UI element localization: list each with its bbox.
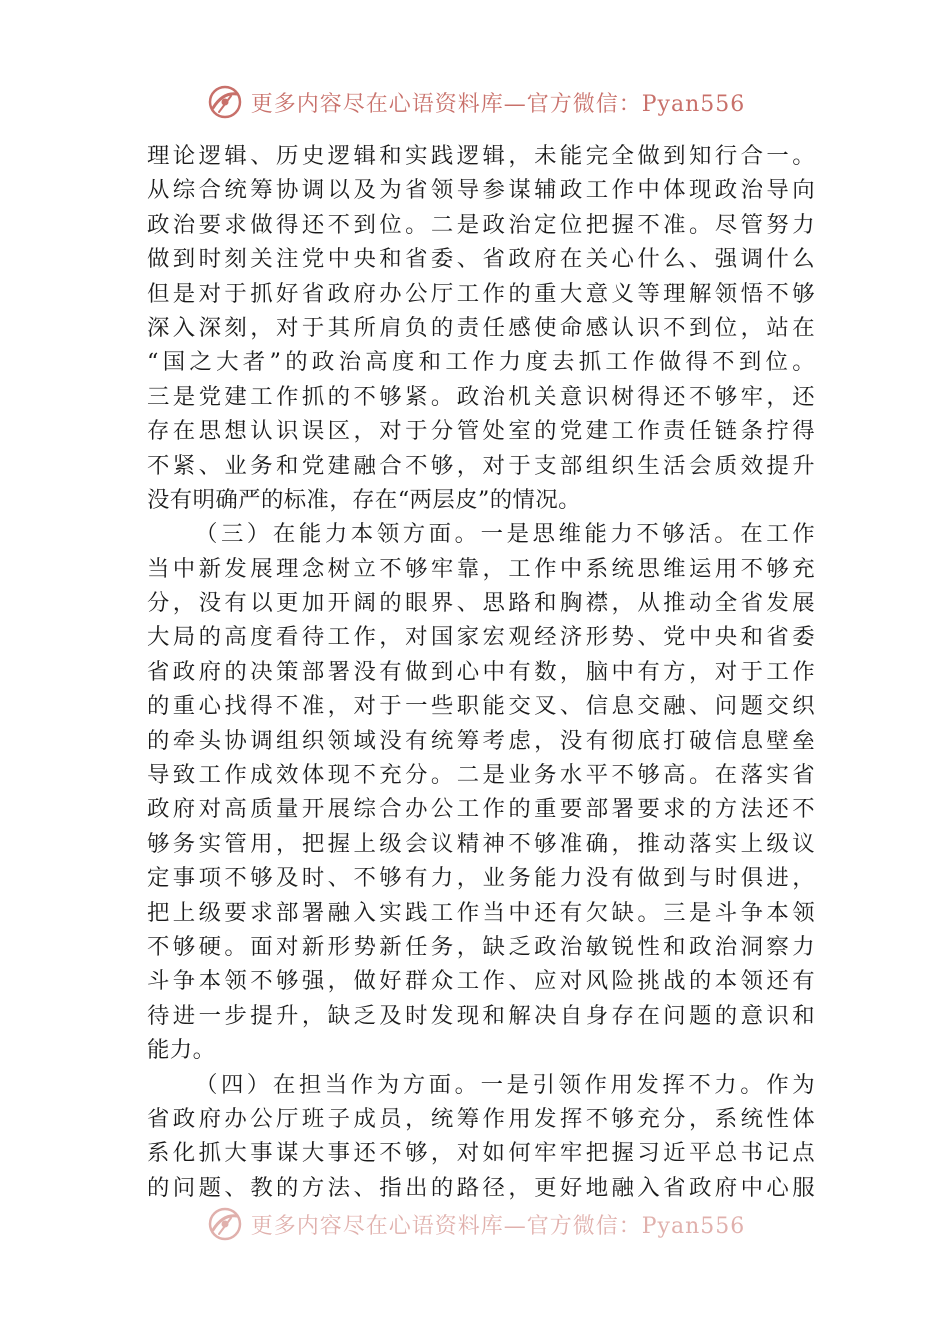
text-line: 省政府办公厅班子成员，统筹作用发挥不够充分，系统性体 bbox=[147, 1105, 815, 1132]
text-line: 政府对高质量开展综合办公工作的重要部署要求的方法还不 bbox=[147, 796, 815, 823]
text-line: 把上级要求部署融入实践工作当中还有欠缺。三是斗争本领 bbox=[147, 899, 815, 926]
text-line: 当中新发展理念树立不够牢靠，工作中系统思维运用不够充 bbox=[147, 555, 815, 582]
logo-icon bbox=[205, 82, 245, 122]
footer-watermark-text: 更多内容尽在心语资料库—官方微信：Pyan556 bbox=[250, 1213, 746, 1239]
text-line: （四）在担当作为方面。一是引领作用发挥不力。作为 bbox=[195, 1071, 815, 1098]
text-line: 从综合统筹协调以及为省领导参谋辅政工作中体现政治导向 bbox=[147, 177, 815, 204]
text-line: 但是对于抓好省政府办公厅工作的重大意义等理解领悟不够 bbox=[147, 280, 815, 307]
text-line: 的问题、教的方法、指出的路径，更好地融入省政府中心服 bbox=[147, 1174, 815, 1201]
text-line: 的重心找得不准，对于一些职能交叉、信息交融、问题交织 bbox=[147, 693, 815, 720]
text-line: 斗争本领不够强，做好群众工作、应对风险挑战的本领还有 bbox=[147, 968, 815, 995]
footer-watermark bbox=[0, 1204, 950, 1244]
text-line: 没有明确严的标准，存在“两层皮”的情况。 bbox=[147, 486, 581, 513]
header-watermark-text: 更多内容尽在心语资料库—官方微信：Pyan556 bbox=[250, 91, 746, 117]
text-line: 大局的高度看待工作，对国家宏观经济形势、党中央和省委 bbox=[147, 624, 815, 651]
text-line: （三）在能力本领方面。一是思维能力不够活。在工作 bbox=[195, 521, 815, 548]
text-line: 做到时刻关注党中央和省委、省政府在关心什么、强调什么 bbox=[147, 246, 815, 273]
text-line: “国之大者”的政治高度和工作力度去抓工作做得不到位。 bbox=[147, 349, 815, 376]
document-body bbox=[147, 139, 815, 1205]
text-line: 能力。 bbox=[147, 1037, 216, 1064]
text-line: 存在思想认识误区，对于分管处室的党建工作责任链条拧得 bbox=[147, 418, 815, 445]
text-line: 导致工作成效体现不充分。二是业务水平不够高。在落实省 bbox=[147, 762, 815, 789]
text-line: 理论逻辑、历史逻辑和实践逻辑，未能完全做到知行合一。 bbox=[147, 143, 815, 169]
text-line: 不紧、业务和党建融合不够，对于支部组织生活会质效提升 bbox=[147, 452, 815, 479]
text-line: 分，没有以更加开阔的眼界、思路和胸襟，从推动全省发展 bbox=[147, 590, 815, 617]
text-line: 系化抓大事谋大事还不够，对如何牢牢把握习近平总书记点 bbox=[147, 1140, 815, 1167]
text-line: 定事项不够及时、不够有力，业务能力没有做到与时俱进， bbox=[147, 865, 815, 892]
text-line: 深入深刻，对于其所肩负的责任感使命感认识不到位，站在 bbox=[147, 314, 815, 341]
text-line: 省政府的决策部署没有做到心中有数，脑中有方，对于工作 bbox=[147, 658, 815, 685]
text-line: 不够硬。面对新形势新任务，缺乏政治敏锐性和政治洞察力 bbox=[147, 933, 815, 960]
header-watermark bbox=[0, 82, 950, 122]
text-line: 政治要求做得还不到位。二是政治定位把握不准。尽管努力 bbox=[147, 211, 815, 238]
text-line: 够务实管用，把握上级会议精神不够准确，推动落实上级议 bbox=[147, 830, 815, 857]
text-line: 的牵头协调组织领域没有统筹考虑，没有彻底打破信息壁垒 bbox=[147, 727, 815, 754]
logo-icon bbox=[205, 1204, 245, 1244]
text-line: 待进一步提升，缺乏及时发现和解决自身存在问题的意识和 bbox=[147, 1002, 815, 1029]
text-line: 三是党建工作抓的不够紧。政治机关意识树得还不够牢，还 bbox=[147, 383, 815, 410]
